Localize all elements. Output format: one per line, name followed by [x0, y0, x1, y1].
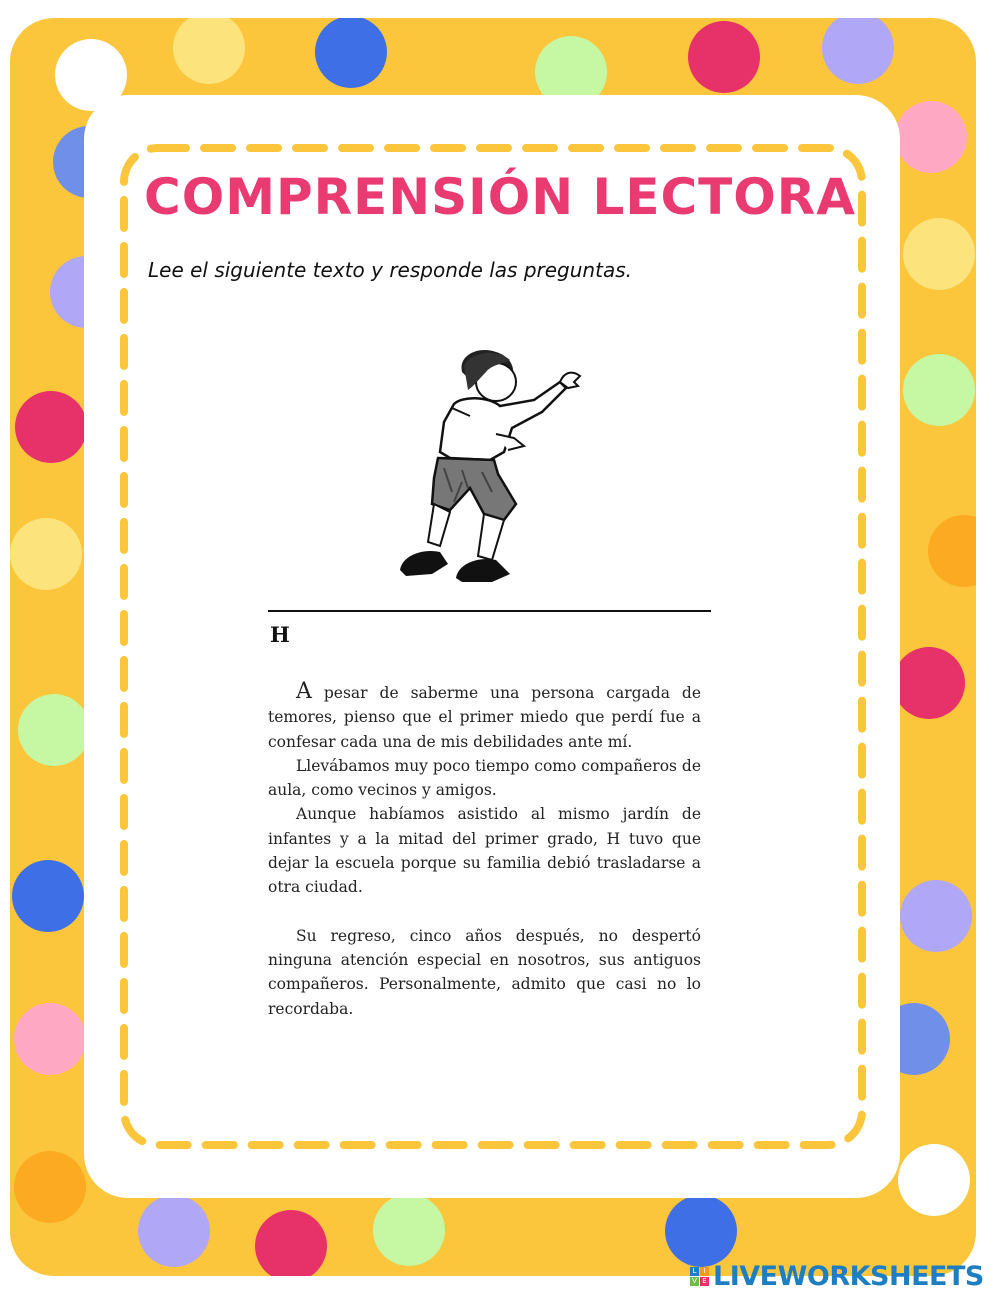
decor-dot	[18, 694, 90, 766]
decor-dot	[138, 1195, 210, 1267]
decor-dot	[373, 1194, 445, 1266]
story-text	[268, 680, 701, 1021]
logo-letter: V	[690, 1277, 699, 1286]
chapter-rule	[268, 610, 711, 612]
decor-dot	[15, 391, 87, 463]
decor-dot	[12, 860, 84, 932]
paragraph: Llevábamos muy poco tiempo como compañeros de aula, como vecinos y amigos.	[268, 756, 702, 800]
logo-letter: E	[700, 1277, 709, 1286]
decor-dot	[928, 515, 976, 587]
decor-dot	[173, 18, 245, 84]
drop-initial: A	[296, 679, 312, 704]
decor-dot	[893, 647, 965, 719]
decor-dot	[903, 354, 975, 426]
paragraph: Aunque habíamos asistido al mismo jardín de infantes y a la mitad del primer grado, H tuvo que dejar la escuela porque su familia debió trasladarse a otra ciudad.	[268, 805, 701, 897]
paragraph: Su regreso, cinco años después, no despertó ninguna atención especial en nosotros, sus antiguos compañeros. Personalmente, admito que casi no lo recordaba.	[268, 926, 701, 1018]
decor-dot	[895, 101, 967, 173]
decor-dot	[255, 1210, 327, 1276]
decor-dot	[688, 21, 760, 93]
chapter-title: H	[270, 622, 290, 647]
decor-dot	[665, 1195, 737, 1267]
decor-dot	[898, 1144, 970, 1216]
decor-dot	[14, 1151, 86, 1223]
boy-illustration	[392, 342, 592, 587]
logo-letter: L	[690, 1267, 699, 1276]
logo-text: LIVEWORKSHEETS	[713, 1260, 984, 1292]
paragraph-text: pesar de saberme una persona cargada de temores, pienso que el primer miedo que perdí fue a confesar cada una de mis debilidades ante mí.	[268, 684, 701, 751]
page-title: COMPRENSIÓN LECTORA	[144, 168, 856, 226]
decor-dot	[900, 880, 972, 952]
decor-dot	[315, 18, 387, 88]
decor-dot	[14, 1003, 86, 1075]
paragraph	[268, 680, 701, 754]
logo-letter: I	[700, 1267, 709, 1276]
instruction-text: Lee el siguiente texto y responde las preguntas.	[148, 258, 632, 282]
decor-dot	[10, 518, 82, 590]
liveworksheets-logo	[690, 1258, 984, 1294]
decor-dot	[903, 218, 975, 290]
logo-mark-icon	[690, 1267, 709, 1286]
decor-dot	[822, 18, 894, 84]
